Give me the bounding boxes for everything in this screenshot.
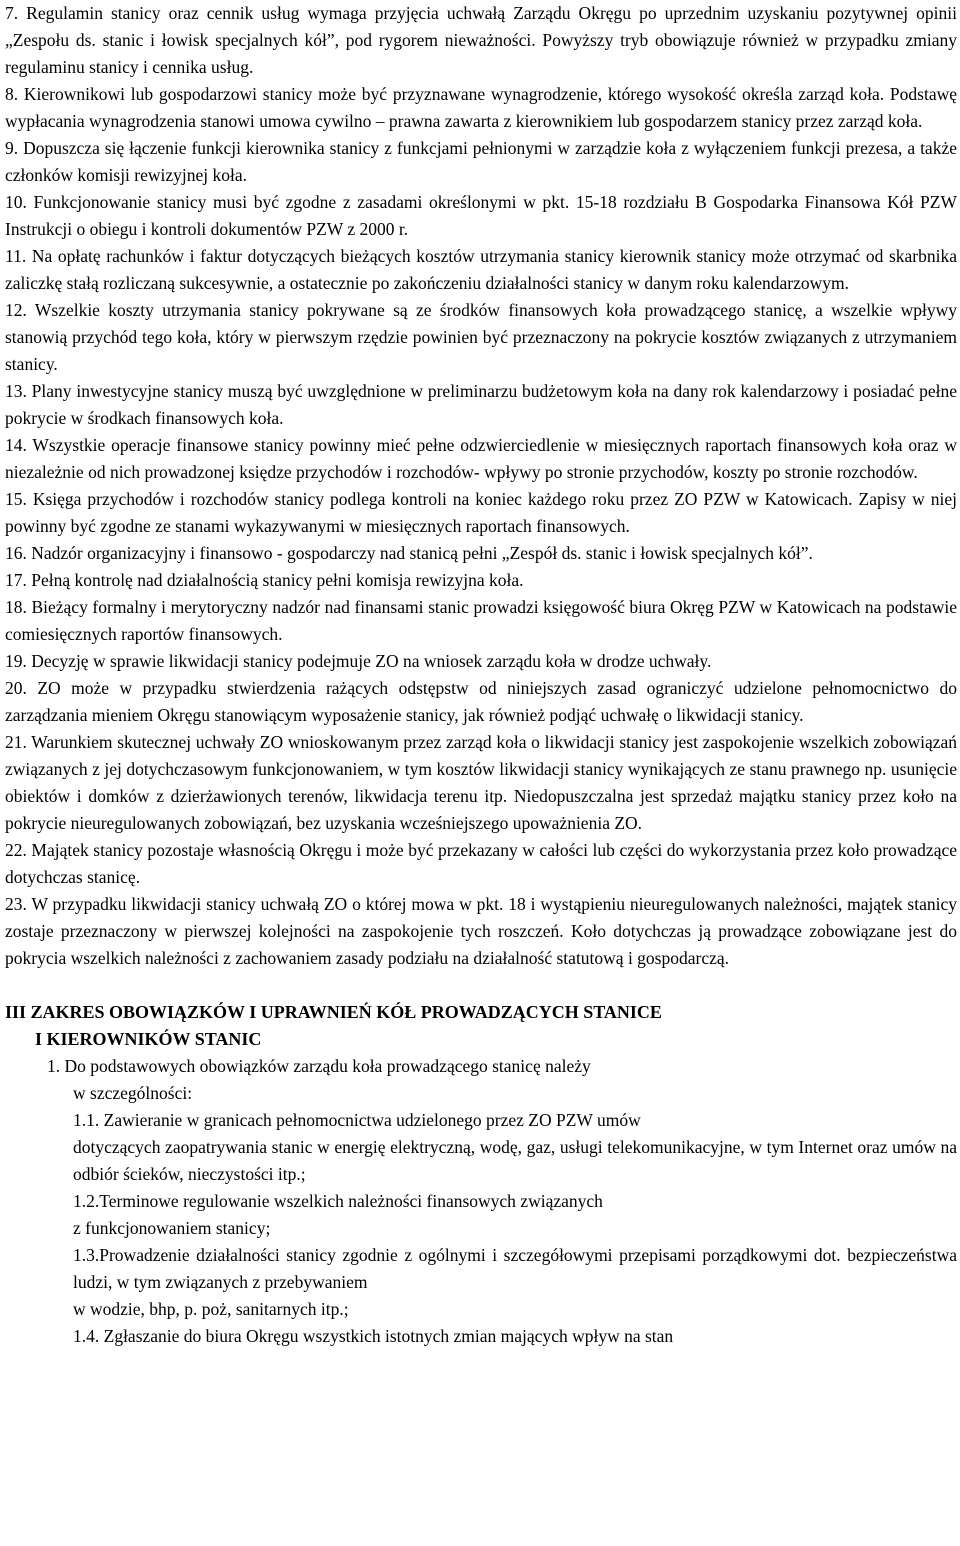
item-1-line1: 1. Do podstawowych obowiązków zarządu koła prowadzącego stanicę należy	[47, 1056, 591, 1076]
paragraph-16: 16. Nadzór organizacyjny i finansowo - gospodarczy nad stanicą pełni „Zespół ds. stanic i łowisk specjalnych kół”.	[5, 543, 813, 563]
paragraph-7: 7. Regulamin stanicy oraz cennik usług wymaga przyjęcia uchwałą Zarządu Okręgu po uprzednim uzyskaniu pozytywnej opinii „Zespołu ds. stanic i łowisk specjalnych kół”, pod rygorem nieważności. Powyższy tryb obowiązuje również w przypadku zmiany regulaminu stanicy i cennika usług.	[5, 3, 957, 77]
paragraph-21: 21. Warunkiem skutecznej uchwały ZO wnioskowanym przez zarząd koła o likwidacji stanicy jest zaspokojenie wszelkich zobowiązań związanych z jej dotychczasowym funkcjonowaniem, w tym kosztów likwidacji stanicy wynikających ze stanu prawnego np. usunięcie obiektów i domków z dzierżawionych terenów, likwidacja terenu itp. Niedopuszczalna jest sprzedaż majątku stanicy przez koło na pokrycie nieuregulowanych zobowiązań, bez uzyskania wcześniejszego upoważnienia ZO.	[5, 732, 957, 833]
subitem-1-2-first: 1.2.Terminowe regulowanie wszelkich należności finansowych związanych	[73, 1191, 603, 1211]
paragraph-18: 18. Bieżący formalny i merytoryczny nadzór nad finansami stanic prowadzi księgowość biura Okręg PZW w Katowicach na podstawie comiesięcznych raportów finansowych.	[5, 597, 957, 644]
paragraph-13: 13. Plany inwestycyjne stanicy muszą być uwzględnione w preliminarzu budżetowym koła na dany rok kalendarzowy i posiadać pełne pokrycie w środkach finansowych koła.	[5, 381, 957, 428]
paragraph-9: 9. Dopuszcza się łączenie funkcji kierownika stanicy z funkcjami pełnionymi w zarządzie koła z wyłączeniem funkcji prezesa, a także członków komisji rewizyjnej koła.	[5, 138, 957, 185]
paragraph-23: 23. W przypadku likwidacji stanicy uchwałą ZO o której mowa w pkt. 18 i wystąpieniu nieuregulowanych należności, majątek stanicy zostaje przeznaczony w pierwszej kolejności na zaspokojenie tych roszczeń. Koło dotychczas ją prowadzące zobowiązane jest do pokrycia wszelkich należności z zachowaniem zasady podziału na działalność statutową i gospodarczą.	[5, 894, 957, 968]
section-heading	[5, 999, 960, 1053]
paragraph-15: 15. Księga przychodów i rozchodów stanicy podlega kontroli na koniec każdego roku przez ZO PZW w Katowicach. Zapisy w niej powinny być zgodne ze stanami wykazywanymi w miesięcznych raportach finansowych.	[5, 489, 957, 536]
paragraph-10: 10. Funkcjonowanie stanicy musi być zgodne z zasadami określonymi w pkt. 15-18 rozdziału B Gospodarka Finansowa Kół PZW Instrukcji o obiegu i kontroli dokumentów PZW z 2000 r.	[5, 192, 957, 239]
paragraph-8: 8. Kierownikowi lub gospodarzowi stanicy może być przyznawane wynagrodzenie, którego wysokość określa zarząd koła. Podstawę wypłacania wynagrodzenia stanowi umowa cywilno – prawna zawarta z kierownikiem lub gospodarzem stanicy przez zarząd koła.	[5, 84, 957, 131]
subitem-1-3-rest: w wodzie, bhp, p. poż, sanitarnych itp.;	[73, 1299, 349, 1319]
subitem-1-2-rest: z funkcjonowaniem stanicy;	[73, 1218, 271, 1238]
subitem-1-4	[5, 1323, 960, 1350]
subitem-1-1-first: 1.1. Zawieranie w granicach pełnomocnictwa udzielonego przez ZO PZW umów	[73, 1110, 641, 1130]
subitem-1-3-first: 1.3.Prowadzenie działalności stanicy zgodnie z ogólnymi i szczegółowymi przepisami porządkowymi dot. bezpieczeństwa ludzi, w tym związanych z przebywaniem	[73, 1245, 957, 1292]
subitem-1-3	[5, 1242, 960, 1323]
paragraph-14: 14. Wszystkie operacje finansowe stanicy powinny mieć pełne odzwierciedlenie w miesięcznych raportach finansowych koła oraz w niezależnie od nich prowadzonej księdze przychodów i rozchodów- wpływy po stronie przychodów, koszty po stronie rozchodów.	[5, 435, 957, 482]
section-heading-line1: III ZAKRES OBOWIĄZKÓW I UPRAWNIEŃ KÓŁ PROWADZĄCYCH STANICE	[5, 1002, 662, 1022]
item-1	[5, 1053, 960, 1107]
subitem-1-1-rest: dotyczących zaopatrywania stanic w energię elektryczną, wodę, gaz, usługi telekomunikacyjne, w tym Internet oraz umów na odbiór ścieków, nieczystości itp.;	[73, 1137, 957, 1184]
subitem-1-4-first: 1.4. Zgłaszanie do biura Okręgu wszystkich istotnych zmian mających wpływ na stan	[73, 1326, 674, 1346]
paragraph-20: 20. ZO może w przypadku stwierdzenia rażących odstępstw od niniejszych zasad ograniczyć udzielone pełnomocnictwo do zarządzania mieniem Okręgu stanowiącym wyposażenie stanicy, jak również podjąć uchwałę o likwidacji stanicy.	[5, 678, 957, 725]
paragraph-22: 22. Majątek stanicy pozostaje własnością Okręgu i może być przekazany w całości lub części do wykorzystania przez koło prowadzące dotychczas stanicę.	[5, 840, 957, 887]
subitem-1-2	[5, 1188, 960, 1242]
paragraph-19: 19. Decyzję w sprawie likwidacji stanicy podejmuje ZO na wniosek zarządu koła w drodze uchwały.	[5, 651, 712, 671]
paragraph-11: 11. Na opłatę rachunków i faktur dotyczących bieżących kosztów utrzymania stanicy kierownik stanicy może otrzymać od skarbnika zaliczkę stałą rozliczaną sukcesywnie, a ostatecznie po zakończeniu działalności stanicy w danym roku kalendarzowym.	[5, 246, 957, 293]
paragraph-17: 17. Pełną kontrolę nad działalnością stanicy pełni komisja rewizyjna koła.	[5, 570, 524, 590]
subitem-1-1	[5, 1107, 960, 1188]
section-heading-line2: I KIEROWNIKÓW STANIC	[35, 1029, 262, 1049]
paragraph-12: 12. Wszelkie koszty utrzymania stanicy pokrywane są ze środków finansowych koła prowadzącego stanicę, a wszelkie wpływy stanowią przychód tego koła, który w pierwszym rzędzie powinien być przeznaczony na pokrycie kosztów związanych z utrzymaniem stanicy.	[5, 300, 957, 374]
item-1-line2: w szczególności:	[73, 1083, 193, 1103]
